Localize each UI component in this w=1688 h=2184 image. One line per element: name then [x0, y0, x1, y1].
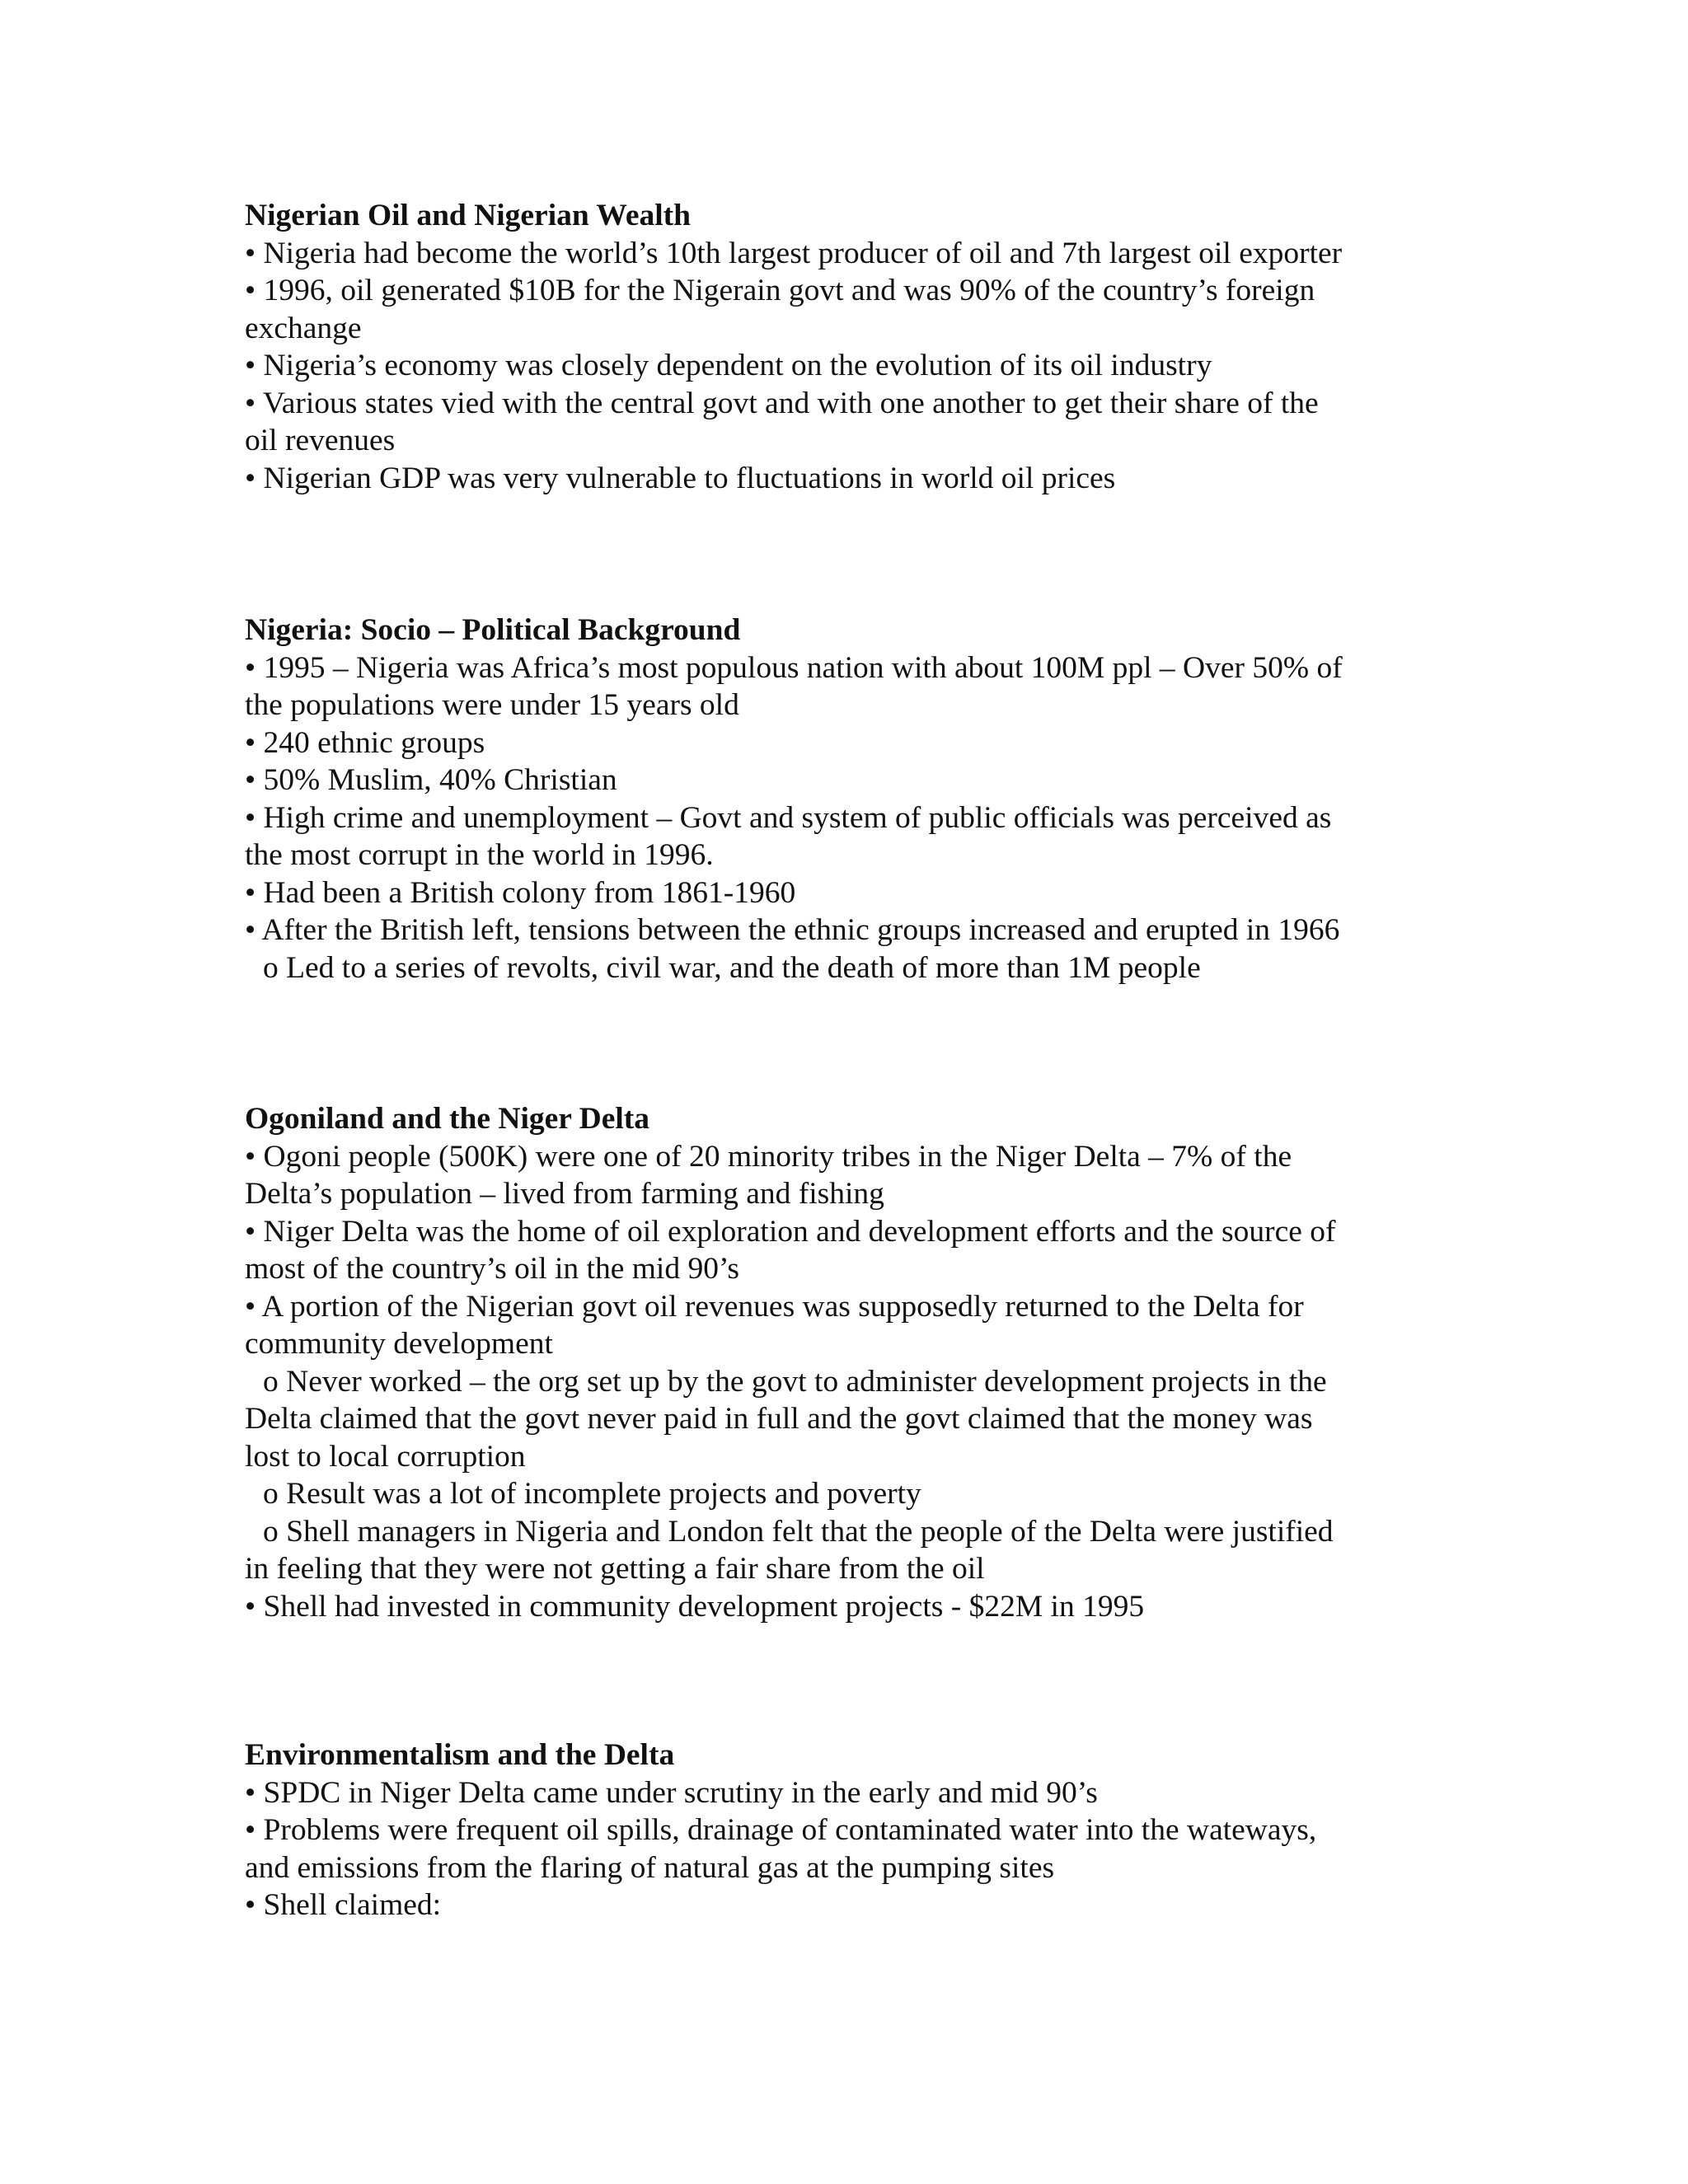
- bullet-line: • 240 ethnic groups: [245, 725, 485, 760]
- sub-bullet-line: o Never worked – the org set up by the govt to administer development projects in the: [263, 1364, 1327, 1399]
- section-heading: Ogoniland and the Niger Delta: [245, 1102, 650, 1136]
- bullet-line: • Shell had invested in community development projects - $22M in 1995: [245, 1589, 1145, 1624]
- continuation-line: the most corrupt in the world in 1996.: [245, 838, 714, 872]
- continuation-line: oil revenues: [245, 424, 396, 457]
- continuation-line: lost to local corruption: [245, 1439, 526, 1474]
- bullet-line: • High crime and unemployment – Govt and system of public officials was perceived as: [245, 800, 1332, 835]
- bullet-line: • Various states vied with the central govt and with one another to get their share of the: [245, 386, 1319, 420]
- continuation-line: community development: [245, 1327, 553, 1361]
- bullet-line: • 1995 – Nigeria was Africa’s most populous nation with about 100M ppl – Over 50% of: [245, 650, 1343, 685]
- continuation-line: Delta’s population – lived from farming and fishing: [245, 1177, 884, 1211]
- section-heading: Nigeria: Socio – Political Background: [245, 613, 741, 647]
- bullet-line: • Ogoni people (500K) were one of 20 minority tribes in the Niger Delta – 7% of the: [245, 1139, 1292, 1174]
- bullet-line: • Niger Delta was the home of oil exploration and development efforts and the source of: [245, 1214, 1336, 1249]
- bullet-line: • 50% Muslim, 40% Christian: [245, 763, 617, 797]
- bullet-line: • After the British left, tensions between the ethnic groups increased and erupted in 1966: [245, 913, 1340, 947]
- bullet-line: • 1996, oil generated $10B for the Nigerain govt and was 90% of the country’s foreign: [245, 274, 1315, 307]
- continuation-line: in feeling that they were not getting a fair share from the oil: [245, 1552, 985, 1586]
- section-environmentalism-delta: [245, 1736, 1448, 1924]
- continuation-line: exchange: [245, 311, 362, 345]
- section-socio-political-background: [245, 612, 1448, 987]
- bullet-line: • Problems were frequent oil spills, drainage of contaminated water into the wateways,: [245, 1813, 1317, 1847]
- section-nigerian-oil-wealth: [245, 197, 1448, 497]
- section-heading: Nigerian Oil and Nigerian Wealth: [245, 199, 692, 232]
- continuation-line: and emissions from the flaring of natural gas at the pumping sites: [245, 1850, 1055, 1885]
- continuation-line: Delta claimed that the govt never paid in full and the govt claimed that the money was: [245, 1402, 1313, 1436]
- sub-bullet-line: o Shell managers in Nigeria and London felt that the people of the Delta were justified: [263, 1514, 1334, 1549]
- bullet-line: • Nigeria had become the world’s 10th largest producer of oil and 7th largest oil exporter: [245, 236, 1343, 270]
- continuation-line: most of the country’s oil in the mid 90’s: [245, 1252, 739, 1286]
- sub-bullet-line: o Led to a series of revolts, civil war, and the death of more than 1M people: [263, 950, 1201, 985]
- section-heading: Environmentalism and the Delta: [245, 1738, 675, 1772]
- section-ogoniland-niger-delta: [245, 1100, 1448, 1625]
- bullet-line: • Had been a British colony from 1861-1960: [245, 875, 796, 910]
- bullet-line: • SPDC in Niger Delta came under scrutiny in the early and mid 90’s: [245, 1775, 1098, 1810]
- bullet-line: • Nigeria’s economy was closely dependent on the evolution of its oil industry: [245, 349, 1212, 382]
- continuation-line: the populations were under 15 years old: [245, 688, 739, 722]
- bullet-line: • Shell claimed:: [245, 1888, 442, 1922]
- bullet-line: • Nigerian GDP was very vulnerable to fluctuations in world oil prices: [245, 461, 1116, 495]
- bullet-line: • A portion of the Nigerian govt oil revenues was supposedly returned to the Delta for: [245, 1289, 1304, 1324]
- sub-bullet-line: o Result was a lot of incomplete projects and poverty: [263, 1477, 921, 1511]
